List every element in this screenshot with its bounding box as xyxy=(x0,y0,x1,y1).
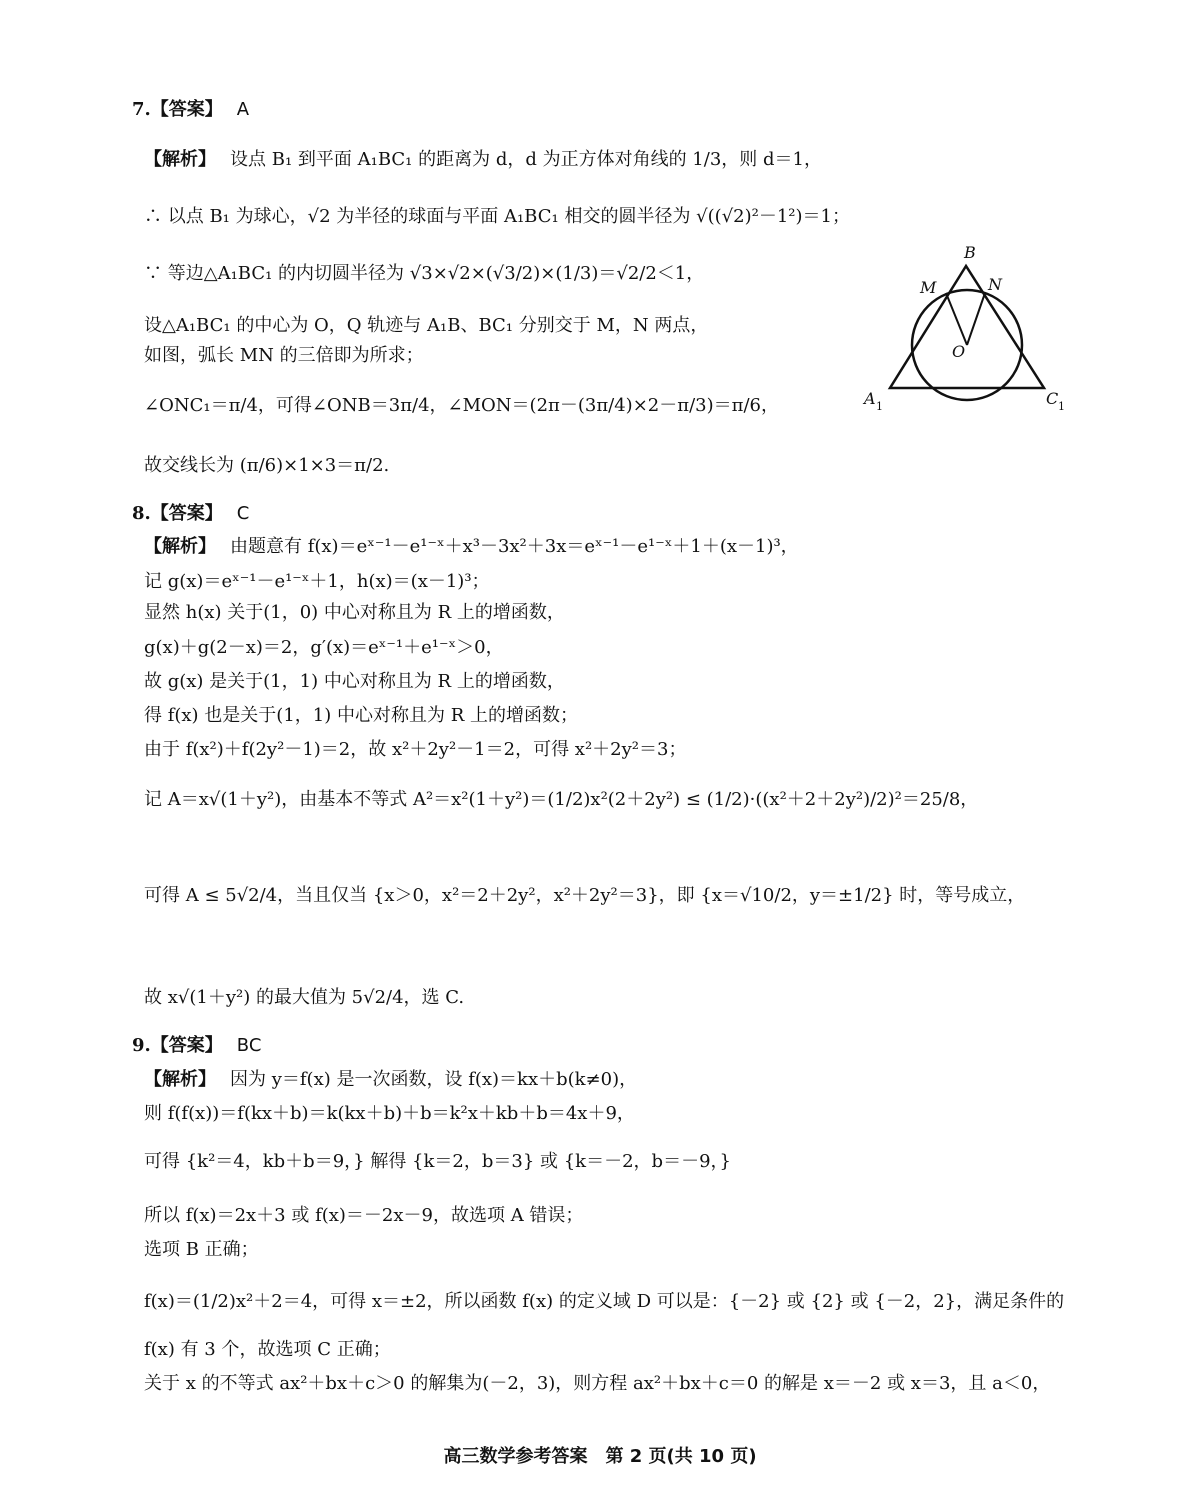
q9-analysis-tag: 【解析】 xyxy=(144,1069,216,1090)
q8-text-2: 记 g(x)＝eˣ⁻¹－e¹⁻ˣ＋1，h(x)＝(x－1)³； xyxy=(144,571,490,592)
triangle-shape xyxy=(890,266,1044,388)
page-footer: 高三数学参考答案 第 2 页(共 10 页) xyxy=(443,1446,757,1467)
label-a1-sub: 1 xyxy=(876,400,883,413)
q9-answer-value: BC xyxy=(236,1035,262,1056)
q7-text-5: 如图，弧长 MN 的三倍即为所求； xyxy=(144,345,424,366)
q8-text-6: 得 f(x) 也是关于(1，1) 中心对称且为 R 上的增函数； xyxy=(144,705,578,726)
q8-text-7: 由于 f(x²)＋f(2y²－1)＝2，故 x²＋2y²－1＝2，可得 x²＋2y²＝3； xyxy=(144,739,687,760)
label-c1-sub: 1 xyxy=(1058,400,1065,413)
q8-answer-value: C xyxy=(236,503,250,524)
q7-text-4: 设△A₁BC₁ 的中心为 O，Q 轨迹与 A₁B、BC₁ 分别交于 M，N 两点， xyxy=(144,315,709,336)
q7-answer-value: A xyxy=(236,99,250,120)
q9-text-6: f(x)＝(1/2)x²＋2＝4，可得 x＝±2，所以函数 f(x) 的定义域 D 可以是：{－2} 或 {2} 或 {－2，2}，满足条件的 xyxy=(144,1291,1065,1312)
q8-text-1: 由题意有 f(x)＝eˣ⁻¹－e¹⁻ˣ＋x³－3x²＋3x＝eˣ⁻¹－e¹⁻ˣ＋1＋(x－1)³， xyxy=(230,536,799,557)
label-a1: A xyxy=(864,389,876,408)
q8-text-5: 故 g(x) 是关于(1，1) 中心对称且为 R 上的增函数， xyxy=(144,671,565,692)
label-n: N xyxy=(988,275,1002,294)
triangle-incircle-figure xyxy=(858,238,1080,446)
q8-text-10: 故 x√(1＋y²) 的最大值为 5√2/4，选 C. xyxy=(144,987,465,1008)
q7-number: 7. xyxy=(132,99,151,120)
q7-text-2: ∴ 以点 B₁ 为球心，√2 为半径的球面与平面 A₁BC₁ 相交的圆半径为 √((√2)²－1²)＝1； xyxy=(144,206,850,227)
label-c1: C xyxy=(1046,389,1059,408)
q8-text-8: 记 A＝x√(1＋y²)，由基本不等式 A²＝x²(1＋y²)＝(1/2)x²(2＋2y²) ≤ (1/2)·((x²＋2＋2y²)/2)²＝25/8， xyxy=(144,789,979,810)
q7-text-7: 故交线长为 (π/6)×1×3＝π/2. xyxy=(144,455,390,476)
q9-answer-tag: 【答案】 xyxy=(150,1035,223,1056)
q9-text-8: 关于 x 的不等式 ax²＋bx＋c＞0 的解集为(－2，3)，则方程 ax²＋bx＋c＝0 的解是 x＝－2 或 x＝3，且 a＜0， xyxy=(144,1373,1051,1394)
radius-om xyxy=(946,293,967,345)
q9-text-2: 则 f(f(x))＝f(kx＋b)＝k(kx＋b)＋b＝k²x＋kb＋b＝4x＋9， xyxy=(144,1103,635,1124)
q9-text-4: 所以 f(x)＝2x＋3 或 f(x)＝－2x－9，故选项 A 错误； xyxy=(144,1205,584,1226)
q9-answer-row xyxy=(132,1034,261,1058)
q8-analysis-tag: 【解析】 xyxy=(144,536,216,557)
q7-answer-row xyxy=(132,98,249,122)
q7-text-1: 设点 B₁ 到平面 A₁BC₁ 的距离为 d，d 为正方体对角线的 1/3，则 d＝1， xyxy=(230,149,822,170)
q9-analysis-line-1 xyxy=(144,1068,637,1092)
q7-analysis-tag: 【解析】 xyxy=(144,149,216,170)
q9-text-5: 选项 B 正确； xyxy=(144,1239,259,1260)
q8-text-3: 显然 h(x) 关于(1，0) 中心对称且为 R 上的增函数， xyxy=(144,602,565,623)
q8-analysis-line-1 xyxy=(144,535,799,559)
label-o: O xyxy=(952,342,966,361)
label-m: M xyxy=(920,278,937,297)
q8-answer-row xyxy=(132,502,249,526)
radius-on xyxy=(967,293,985,345)
q8-text-9: 可得 A ≤ 5√2/4，当且仅当 {x＞0，x²＝2＋2y²，x²＋2y²＝3}，即 {x＝√10/2，y＝±1/2} 时，等号成立， xyxy=(144,885,1026,906)
q7-answer-tag: 【答案】 xyxy=(150,99,223,120)
q9-number: 9. xyxy=(132,1035,151,1056)
q9-text-1: 因为 y＝f(x) 是一次函数，设 f(x)＝kx＋b(k≠0)， xyxy=(230,1069,638,1090)
label-b: B xyxy=(964,243,976,262)
q9-text-7: f(x) 有 3 个，故选项 C 正确； xyxy=(144,1339,391,1360)
q7-analysis-line-1 xyxy=(144,148,822,172)
q7-text-6: ∠ONC₁＝π/4，可得∠ONB＝3π/4，∠MON＝(2π－(3π/4)×2－π/3)＝π/6， xyxy=(144,395,779,416)
q9-text-3: 可得 {k²＝4，kb＋b＝9，} 解得 {k＝2，b＝3} 或 {k＝－2，b＝－9，} xyxy=(144,1151,731,1172)
q8-text-4: g(x)＋g(2－x)＝2，g′(x)＝eˣ⁻¹＋e¹⁻ˣ＞0， xyxy=(144,637,504,658)
q8-number: 8. xyxy=(132,503,151,524)
q8-answer-tag: 【答案】 xyxy=(150,503,223,524)
q7-text-3: ∵ 等边△A₁BC₁ 的内切圆半径为 √3×√2×(√3/2)×(1/3)＝√2/2＜1， xyxy=(144,263,705,284)
